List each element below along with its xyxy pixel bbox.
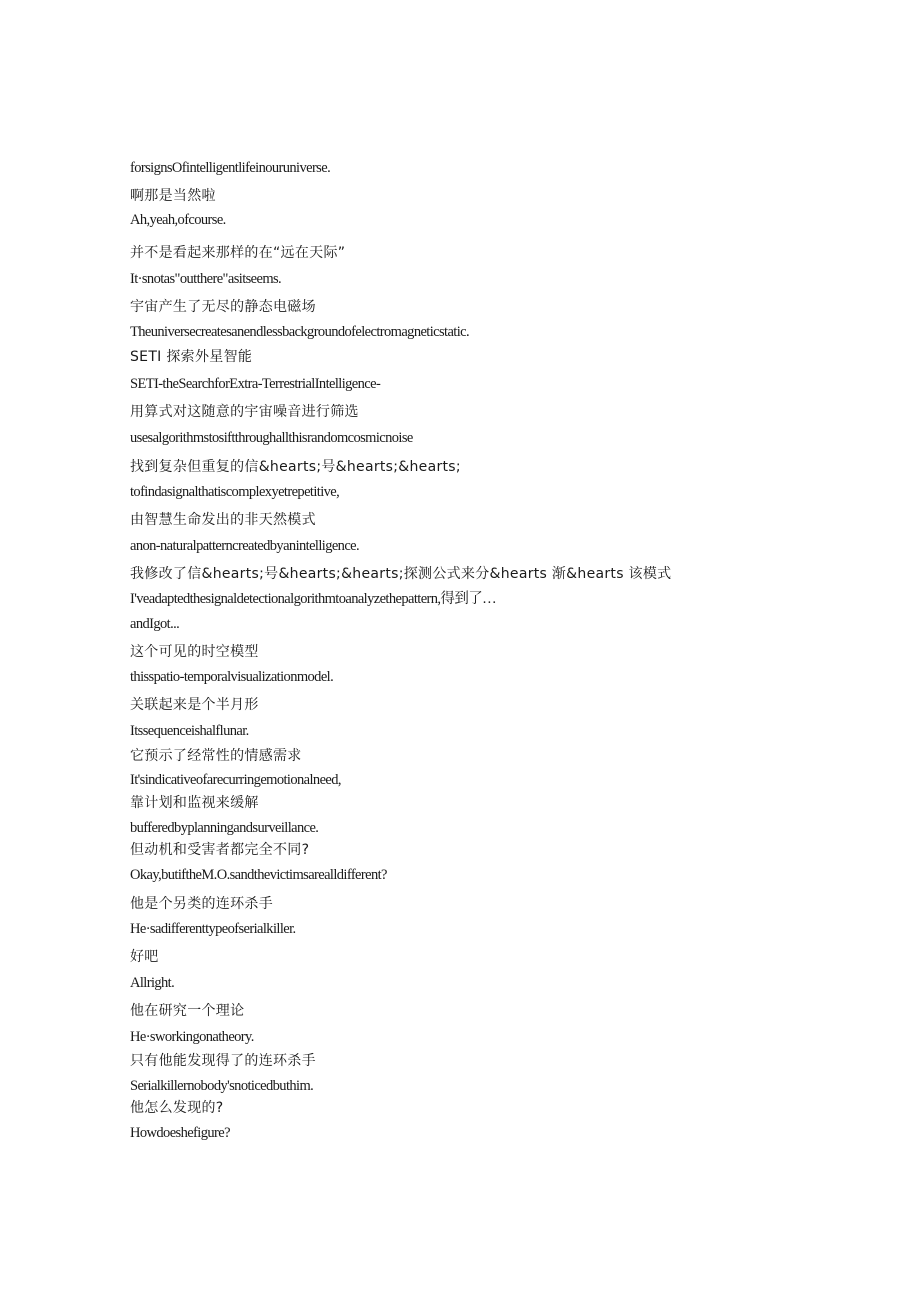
transcript-line: SETI 探索外星智能 bbox=[130, 349, 253, 365]
transcript-line: 他在研究一个理论 bbox=[130, 1003, 245, 1019]
transcript-line: 由智慧生命发出的非天然模式 bbox=[130, 512, 316, 528]
transcript-line: bufferedbyplanningandsurveillance. bbox=[130, 820, 319, 836]
transcript-line: It'sindicativeofarecurringemotionalneed, bbox=[130, 772, 341, 788]
transcript-line: Theuniversecreatesanendlessbackgroundofelectromagneticstatic. bbox=[130, 324, 470, 340]
transcript-line: 关联起来是个半月形 bbox=[130, 697, 259, 713]
transcript-line: 他怎么发现的? bbox=[130, 1100, 224, 1116]
transcript-line: 但动机和受害者都完全不同? bbox=[130, 842, 310, 858]
transcript-line: 它预示了经常性的情感需求 bbox=[130, 748, 302, 764]
transcript-line: 找到复杂但重复的信&hearts;号&hearts;&hearts; bbox=[130, 459, 461, 475]
transcript-line: forsignsOfintelligentlifeinouruniverse. bbox=[130, 160, 331, 176]
transcript-line: 他是个另类的连环杀手 bbox=[130, 896, 273, 912]
transcript-line: 靠计划和监视来缓解 bbox=[130, 795, 259, 811]
transcript-line: Okay,butiftheM.O.sandthevictimsarealldifferent? bbox=[130, 867, 387, 883]
transcript-line: It·snotas"outthere"asitseems. bbox=[130, 271, 282, 287]
transcript-line: Allright. bbox=[130, 975, 175, 991]
transcript-line: anon-naturalpatterncreatedbyanintelligence. bbox=[130, 538, 360, 554]
transcript-line: I'veadaptedthesignaldetectionalgorithmtoanalyzethepattern,得到了… bbox=[130, 591, 497, 607]
transcript-line: usesalgorithmstosiftthroughallthisrandomcosmicnoise bbox=[130, 430, 413, 446]
transcript-line: 并不是看起来那样的在“远在天际” bbox=[130, 245, 346, 261]
transcript-line: Serialkillernobody'snoticedbuthim. bbox=[130, 1078, 314, 1094]
transcript-line: 这个可见的时空模型 bbox=[130, 644, 259, 660]
transcript-line: Itssequenceishalflunar. bbox=[130, 723, 249, 739]
transcript-line: Howdoeshefigure? bbox=[130, 1125, 230, 1141]
transcript-line: 用算式对这随意的宇宙噪音进行筛选 bbox=[130, 404, 359, 420]
transcript-line: tofindasignalthatiscomplexyetrepetitive, bbox=[130, 484, 340, 500]
transcript-line: He·sworkingonatheory. bbox=[130, 1029, 254, 1045]
transcript-line: 我修改了信&hearts;号&hearts;&hearts;探测公式来分&hearts 渐&hearts 该模式 bbox=[130, 566, 672, 582]
transcript-line: 好吧 bbox=[130, 949, 159, 965]
transcript-line: thisspatio-temporalvisualizationmodel. bbox=[130, 669, 334, 685]
transcript-line: He·sadifferenttypeofserialkiller. bbox=[130, 921, 296, 937]
transcript-line: Ah,yeah,ofcourse. bbox=[130, 212, 226, 228]
transcript-line: andIgot... bbox=[130, 616, 180, 632]
transcript-line: SETI-theSearchforExtra-TerrestrialIntelligence- bbox=[130, 376, 381, 392]
transcript-line: 只有他能发现得了的连环杀手 bbox=[130, 1053, 316, 1069]
transcript-line: 宇宙产生了无尽的静态电磁场 bbox=[130, 299, 316, 315]
transcript-line: 啊那是当然啦 bbox=[130, 188, 216, 204]
